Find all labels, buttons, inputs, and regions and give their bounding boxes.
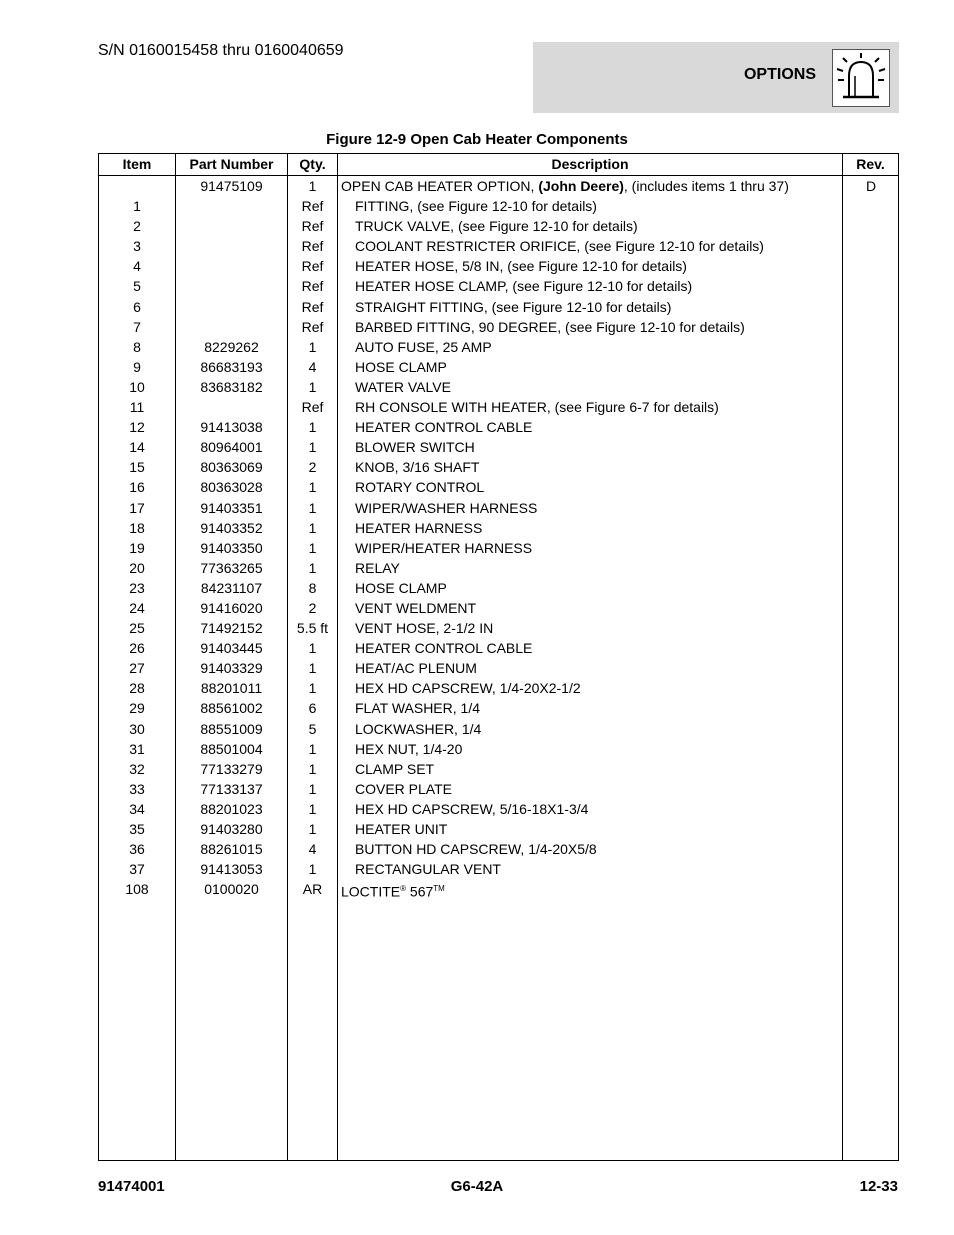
cell-description: CLAMP SET bbox=[355, 760, 435, 777]
cell-description: RELAY bbox=[355, 559, 400, 576]
cell-item: 20 bbox=[129, 559, 145, 576]
cell-part-number: 91403445 bbox=[200, 640, 263, 657]
table-row bbox=[99, 377, 898, 397]
table-row bbox=[99, 739, 898, 759]
cell-item: 33 bbox=[129, 780, 145, 797]
cell-qty: 5 bbox=[308, 720, 317, 737]
cell-qty: 1 bbox=[308, 338, 317, 355]
cell-part-number: 80363028 bbox=[200, 479, 263, 496]
cell-item: 32 bbox=[129, 760, 145, 777]
trademark-mark: TM bbox=[433, 884, 445, 894]
cell-part-number: 91413038 bbox=[200, 419, 263, 436]
cell-qty: 6 bbox=[308, 700, 317, 717]
cell-part-number: 84231107 bbox=[200, 579, 263, 596]
cell-part-number: 8229262 bbox=[204, 338, 259, 355]
cell-qty: 1 bbox=[308, 378, 317, 395]
cell-description bbox=[341, 176, 789, 196]
cell-qty: AR bbox=[302, 881, 323, 898]
cell-qty: 1 bbox=[308, 861, 317, 878]
cell-part-number: 91416020 bbox=[200, 599, 263, 616]
parts-table bbox=[98, 153, 899, 1161]
cell-description: STRAIGHT FITTING, (see Figure 12-10 for details) bbox=[355, 298, 672, 315]
footer-page-number: 12-33 bbox=[859, 1178, 898, 1195]
cell-description: AUTO FUSE, 25 AMP bbox=[355, 338, 492, 355]
section-tab bbox=[533, 42, 899, 113]
cell-description: COVER PLATE bbox=[355, 780, 452, 797]
cell-qty: 1 bbox=[308, 740, 317, 757]
cell-description: HEX HD CAPSCREW, 5/16-18X1-3/4 bbox=[355, 800, 589, 817]
table-row bbox=[99, 598, 898, 618]
table-row bbox=[99, 819, 898, 839]
cell-item: 15 bbox=[129, 459, 145, 476]
table-row bbox=[99, 498, 898, 518]
table-row bbox=[99, 417, 898, 437]
cell-part-number: 88551009 bbox=[200, 720, 263, 737]
cell-qty: 8 bbox=[308, 579, 317, 596]
cell-item: 1 bbox=[133, 198, 141, 215]
cell-description: KNOB, 3/16 SHAFT bbox=[355, 459, 480, 476]
table-row bbox=[99, 719, 898, 739]
cell-qty: 4 bbox=[308, 841, 317, 858]
cell-qty: 5.5 ft bbox=[296, 620, 329, 637]
table-row bbox=[99, 839, 898, 859]
cell-item: 10 bbox=[129, 378, 145, 395]
cell-qty: Ref bbox=[301, 278, 324, 295]
table-row bbox=[99, 638, 898, 658]
cell-qty: 1 bbox=[308, 660, 317, 677]
cell-description: RECTANGULAR VENT bbox=[355, 861, 501, 878]
table-row bbox=[99, 397, 898, 417]
cell-qty: 2 bbox=[308, 599, 317, 616]
cell-description: RH CONSOLE WITH HEATER, (see Figure 6-7 for details) bbox=[355, 399, 719, 416]
cell-item: 26 bbox=[129, 640, 145, 657]
table-row bbox=[99, 457, 898, 477]
cell-qty: 1 bbox=[308, 559, 317, 576]
cell-qty: Ref bbox=[301, 258, 324, 275]
table-row bbox=[99, 879, 898, 899]
registered-mark: ® bbox=[400, 884, 407, 894]
table-row bbox=[99, 236, 898, 256]
cell-part-number: 91403329 bbox=[200, 660, 263, 677]
cell-description: HEX NUT, 1/4-20 bbox=[355, 740, 463, 757]
footer-model: G6-42A bbox=[450, 1178, 504, 1195]
cell-part-number: 91475109 bbox=[200, 178, 263, 194]
cell-item: 3 bbox=[133, 238, 141, 255]
serial-number-range: S/N 0160015458 thru 0160040659 bbox=[98, 42, 344, 59]
table-row bbox=[99, 256, 898, 276]
col-header-description: Description bbox=[551, 156, 629, 172]
cell-part-number: 77133279 bbox=[200, 760, 263, 777]
cell-item: 19 bbox=[129, 539, 145, 556]
cell-item: 31 bbox=[129, 740, 145, 757]
cell-description: HEATER HARNESS bbox=[355, 519, 483, 536]
cell-qty: Ref bbox=[301, 218, 324, 235]
cell-item: 24 bbox=[129, 599, 145, 616]
cell-description: HOSE CLAMP bbox=[355, 579, 447, 596]
cell-description: ROTARY CONTROL bbox=[355, 479, 485, 496]
cell-item: 25 bbox=[129, 620, 145, 637]
description-brand: (John Deere) bbox=[538, 178, 624, 194]
cell-description: LOCKWASHER, 1/4 bbox=[355, 720, 482, 737]
cell-item: 34 bbox=[129, 800, 145, 817]
cell-description: WIPER/HEATER HARNESS bbox=[355, 539, 533, 556]
cell-part-number: 77363265 bbox=[200, 559, 263, 576]
table-row bbox=[99, 658, 898, 678]
description-text: OPEN CAB HEATER OPTION, bbox=[341, 178, 539, 194]
table-row bbox=[99, 678, 898, 698]
cell-part-number: 91403352 bbox=[200, 519, 263, 536]
cell-qty: Ref bbox=[301, 318, 324, 335]
cell-description: COOLANT RESTRICTER ORIFICE, (see Figure 12-10 for details) bbox=[355, 238, 764, 255]
cell-qty: Ref bbox=[301, 238, 324, 255]
cell-qty: 4 bbox=[308, 358, 317, 375]
cell-description: HEAT/AC PLENUM bbox=[355, 660, 477, 677]
footer-document-number: 91474001 bbox=[98, 1178, 165, 1195]
cell-item: 37 bbox=[129, 861, 145, 878]
cell-description: FLAT WASHER, 1/4 bbox=[355, 700, 480, 717]
cell-part-number: 88201023 bbox=[200, 800, 263, 817]
cell-description: TRUCK VALVE, (see Figure 12-10 for details) bbox=[355, 218, 638, 235]
cell-qty: 1 bbox=[308, 178, 317, 194]
cell-part-number: 91413053 bbox=[200, 861, 263, 878]
cell-item: 11 bbox=[129, 399, 145, 416]
table-row bbox=[99, 337, 898, 357]
cell-description: BLOWER SWITCH bbox=[355, 439, 475, 456]
cell-description bbox=[341, 879, 445, 902]
cell-item: 108 bbox=[125, 881, 149, 898]
cell-description: VENT WELDMENT bbox=[355, 599, 477, 616]
table-row bbox=[99, 538, 898, 558]
cell-description: WIPER/WASHER HARNESS bbox=[355, 499, 538, 516]
cell-item: 9 bbox=[133, 358, 141, 375]
cell-qty: 1 bbox=[308, 821, 317, 837]
cell-item: 8 bbox=[133, 338, 141, 355]
col-header-item: Item bbox=[122, 156, 152, 172]
cell-qty: 1 bbox=[308, 439, 317, 456]
table-body bbox=[99, 176, 898, 899]
cell-description: WATER VALVE bbox=[355, 378, 451, 395]
cell-item: 23 bbox=[129, 579, 145, 596]
cell-item: 18 bbox=[129, 519, 145, 536]
table-row bbox=[99, 859, 898, 879]
cell-part-number: 80363069 bbox=[200, 459, 263, 476]
cell-item: 17 bbox=[129, 499, 145, 516]
cell-qty: 1 bbox=[308, 760, 317, 777]
cell-item: 35 bbox=[129, 821, 145, 837]
cell-item: 16 bbox=[129, 479, 145, 496]
cell-description: HEATER CONTROL CABLE bbox=[355, 419, 533, 436]
cell-item: 2 bbox=[133, 218, 141, 235]
cell-description: FITTING, (see Figure 12-10 for details) bbox=[355, 198, 597, 215]
cell-item: 6 bbox=[133, 298, 141, 315]
table-row bbox=[99, 698, 898, 718]
col-header-part-number: Part Number bbox=[189, 156, 274, 172]
cell-qty: 1 bbox=[308, 800, 317, 817]
cell-description: HEATER HOSE CLAMP, (see Figure 12-10 for details) bbox=[355, 278, 693, 295]
table-row bbox=[99, 297, 898, 317]
cell-part-number: 77133137 bbox=[200, 780, 263, 797]
cell-qty: 1 bbox=[308, 499, 317, 516]
cell-qty: 1 bbox=[308, 419, 317, 436]
table-row bbox=[99, 799, 898, 819]
table-row bbox=[99, 196, 898, 216]
cell-description: BUTTON HD CAPSCREW, 1/4-20X5/8 bbox=[355, 841, 597, 858]
table-row bbox=[99, 176, 898, 196]
cell-qty: Ref bbox=[301, 399, 324, 416]
cell-description: HEATER HOSE, 5/8 IN, (see Figure 12-10 for details) bbox=[355, 258, 687, 275]
cell-description: HOSE CLAMP bbox=[355, 358, 447, 375]
table-row bbox=[99, 558, 898, 578]
cell-qty: 2 bbox=[308, 459, 317, 476]
section-label: OPTIONS bbox=[743, 66, 816, 83]
cell-item: 12 bbox=[129, 419, 145, 436]
cell-part-number: 88201011 bbox=[200, 680, 263, 697]
cell-part-number: 0100020 bbox=[204, 881, 259, 898]
table-row bbox=[99, 357, 898, 377]
cell-part-number: 88561002 bbox=[200, 700, 263, 717]
cell-item: 30 bbox=[129, 720, 145, 737]
cell-qty: 1 bbox=[308, 640, 317, 657]
cell-part-number: 91403280 bbox=[200, 821, 263, 837]
cell-qty: 1 bbox=[308, 539, 317, 556]
cell-qty: 1 bbox=[308, 519, 317, 536]
cell-item: 14 bbox=[129, 439, 145, 456]
cell-item: 7 bbox=[133, 318, 141, 335]
cell-description: HEATER CONTROL CABLE bbox=[355, 640, 533, 657]
cell-part-number: 91403351 bbox=[200, 499, 263, 516]
cell-part-number: 71492152 bbox=[200, 620, 263, 637]
cell-description: BARBED FITTING, 90 DEGREE, (see Figure 12-10 for details) bbox=[355, 318, 745, 335]
table-row bbox=[99, 518, 898, 538]
cell-item: 27 bbox=[129, 660, 145, 677]
cell-description: VENT HOSE, 2-1/2 IN bbox=[355, 620, 494, 637]
cell-description: HEX HD CAPSCREW, 1/4-20X2-1/2 bbox=[355, 680, 581, 697]
cell-item: 4 bbox=[133, 258, 141, 275]
table-row bbox=[99, 759, 898, 779]
cell-item: 5 bbox=[133, 278, 141, 295]
table-row bbox=[99, 276, 898, 296]
cell-item: 28 bbox=[129, 680, 145, 697]
cell-item: 36 bbox=[129, 841, 145, 858]
col-header-qty: Qty. bbox=[299, 156, 326, 172]
cell-qty: 1 bbox=[308, 680, 317, 697]
cell-qty: Ref bbox=[301, 198, 324, 215]
table-row bbox=[99, 779, 898, 799]
cell-item: 29 bbox=[129, 700, 145, 717]
cell-part-number: 83683182 bbox=[200, 378, 263, 395]
cell-part-number: 91403350 bbox=[200, 539, 263, 556]
beacon-light-icon bbox=[832, 49, 890, 107]
cell-part-number: 86683193 bbox=[200, 358, 263, 375]
description-text: 567 bbox=[406, 883, 434, 900]
cell-qty: Ref bbox=[301, 298, 324, 315]
col-header-rev: Rev. bbox=[856, 156, 885, 172]
table-row bbox=[99, 578, 898, 598]
figure-title: Figure 12-9 Open Cab Heater Components bbox=[326, 131, 628, 148]
cell-part-number: 88501004 bbox=[200, 740, 263, 757]
table-row bbox=[99, 317, 898, 337]
table-row bbox=[99, 477, 898, 497]
cell-qty: 1 bbox=[308, 479, 317, 496]
cell-qty: 1 bbox=[308, 780, 317, 797]
cell-part-number: 88261015 bbox=[200, 841, 263, 858]
table-row bbox=[99, 618, 898, 638]
cell-part-number: 80964001 bbox=[200, 439, 263, 456]
cell-description: HEATER UNIT bbox=[355, 821, 448, 837]
table-row bbox=[99, 216, 898, 236]
description-text: LOCTITE bbox=[341, 883, 401, 900]
description-text: , (includes items 1 thru 37) bbox=[623, 178, 789, 194]
cell-rev: D bbox=[865, 178, 877, 194]
table-row bbox=[99, 437, 898, 457]
